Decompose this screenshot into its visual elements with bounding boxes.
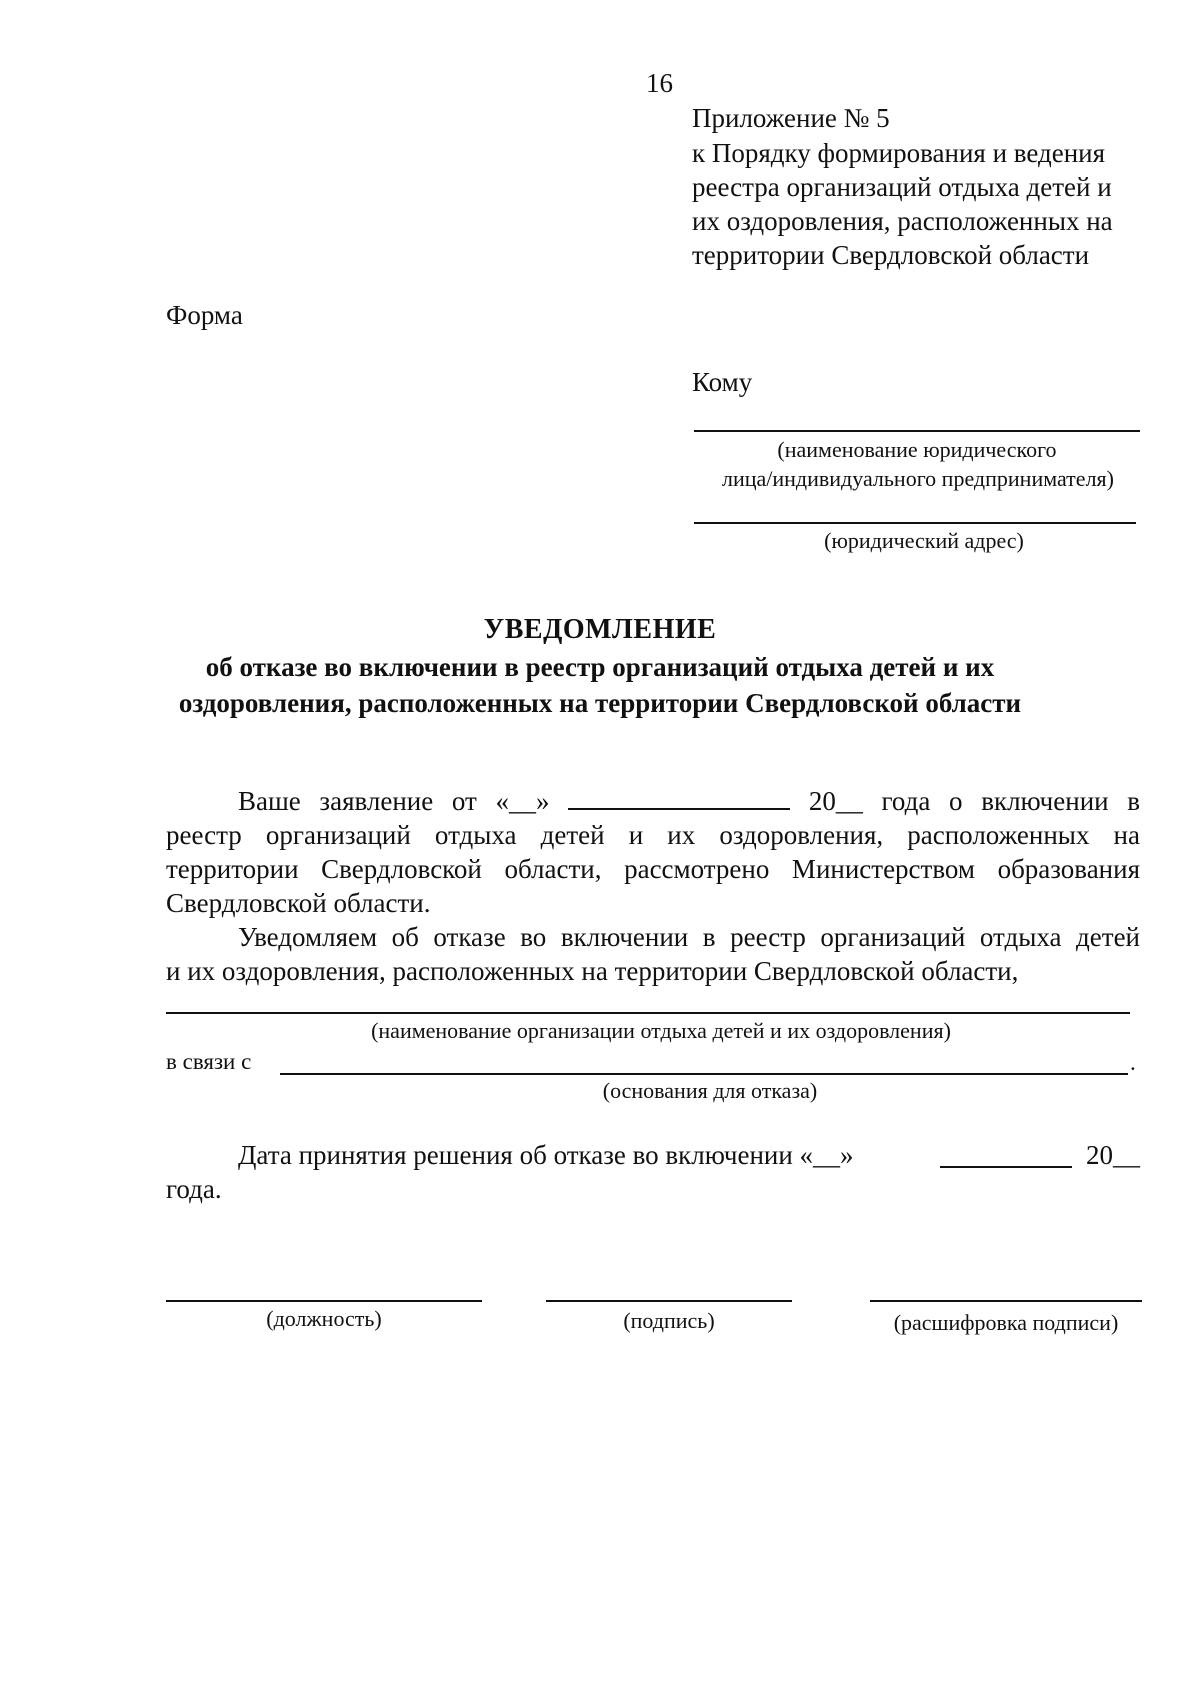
organization-name-caption: (наименование организации отдыха детей и их оздоровления) (371, 1018, 951, 1043)
decision-date-text: Дата принятия решения об отказе во включении «__» (238, 1140, 854, 1170)
paragraph1-line2: реестр организаций отдыха детей и их оздоровления, расположенных на (166, 820, 1140, 850)
paragraph1-line3: территории Свердловской области, рассмотрено Министерством образования (166, 854, 1140, 884)
position-caption: (должность) (266, 1306, 382, 1331)
to-label: Кому (692, 367, 753, 397)
recipient-address-caption: (юридический адрес) (824, 528, 1024, 553)
recipient-address-field[interactable] (694, 522, 1136, 524)
application-date-field[interactable] (568, 786, 790, 810)
reason-field[interactable] (280, 1073, 1128, 1075)
paragraph1-line1 (238, 786, 1140, 817)
decision-date-field[interactable] (940, 1166, 1072, 1168)
document-subtitle-2: оздоровления, расположенных на территории Свердловской области (178, 688, 1022, 718)
signature-caption: (подпись) (623, 1308, 715, 1333)
recipient-name-caption-1: (наименование юридического (777, 437, 1057, 462)
position-field[interactable] (166, 1300, 482, 1302)
application-date-text: Ваше заявление от «__» (238, 786, 550, 816)
signature-decoding-field[interactable] (870, 1300, 1142, 1302)
reason-caption: (основания для отказа) (602, 1078, 818, 1103)
appendix-line-3: их оздоровления, расположенных на (692, 206, 1113, 236)
document-subtitle-1: об отказе во включении в реестр организаций отдыха детей и их (205, 652, 995, 682)
organization-name-field[interactable] (166, 1012, 1130, 1014)
page-number: 16 (646, 68, 673, 98)
appendix-title: Приложение № 5 (692, 103, 890, 133)
decision-line2: года. (166, 1174, 222, 1204)
reason-prefix: в связи с (166, 1049, 252, 1074)
decision-year-text: 20__ (1086, 1140, 1140, 1170)
paragraph2-line1: Уведомляем об отказе во включении в реестр организаций отдыха детей (238, 922, 1140, 952)
signature-field[interactable] (546, 1300, 792, 1302)
signature-decoding-caption: (расшифровка подписи) (893, 1310, 1119, 1335)
paragraph2-line2: и их оздоровления, расположенных на территории Свердловской области, (166, 956, 1019, 986)
appendix-line-4: территории Свердловской области (692, 240, 1090, 270)
document-title: УВЕДОМЛЕНИЕ (483, 614, 717, 645)
application-year-text: 20__ года о включении в (808, 786, 1141, 816)
form-label: Форма (166, 300, 243, 330)
reason-suffix: . (1130, 1050, 1136, 1075)
paragraph1-line4: Свердловской области. (166, 888, 431, 918)
recipient-name-field[interactable] (694, 430, 1140, 432)
appendix-line-1: к Порядку формирования и ведения (692, 138, 1106, 168)
recipient-name-caption-2: лица/индивидуального предпринимателя) (721, 466, 1114, 491)
appendix-line-2: реестра организаций отдыха детей и (692, 172, 1112, 202)
